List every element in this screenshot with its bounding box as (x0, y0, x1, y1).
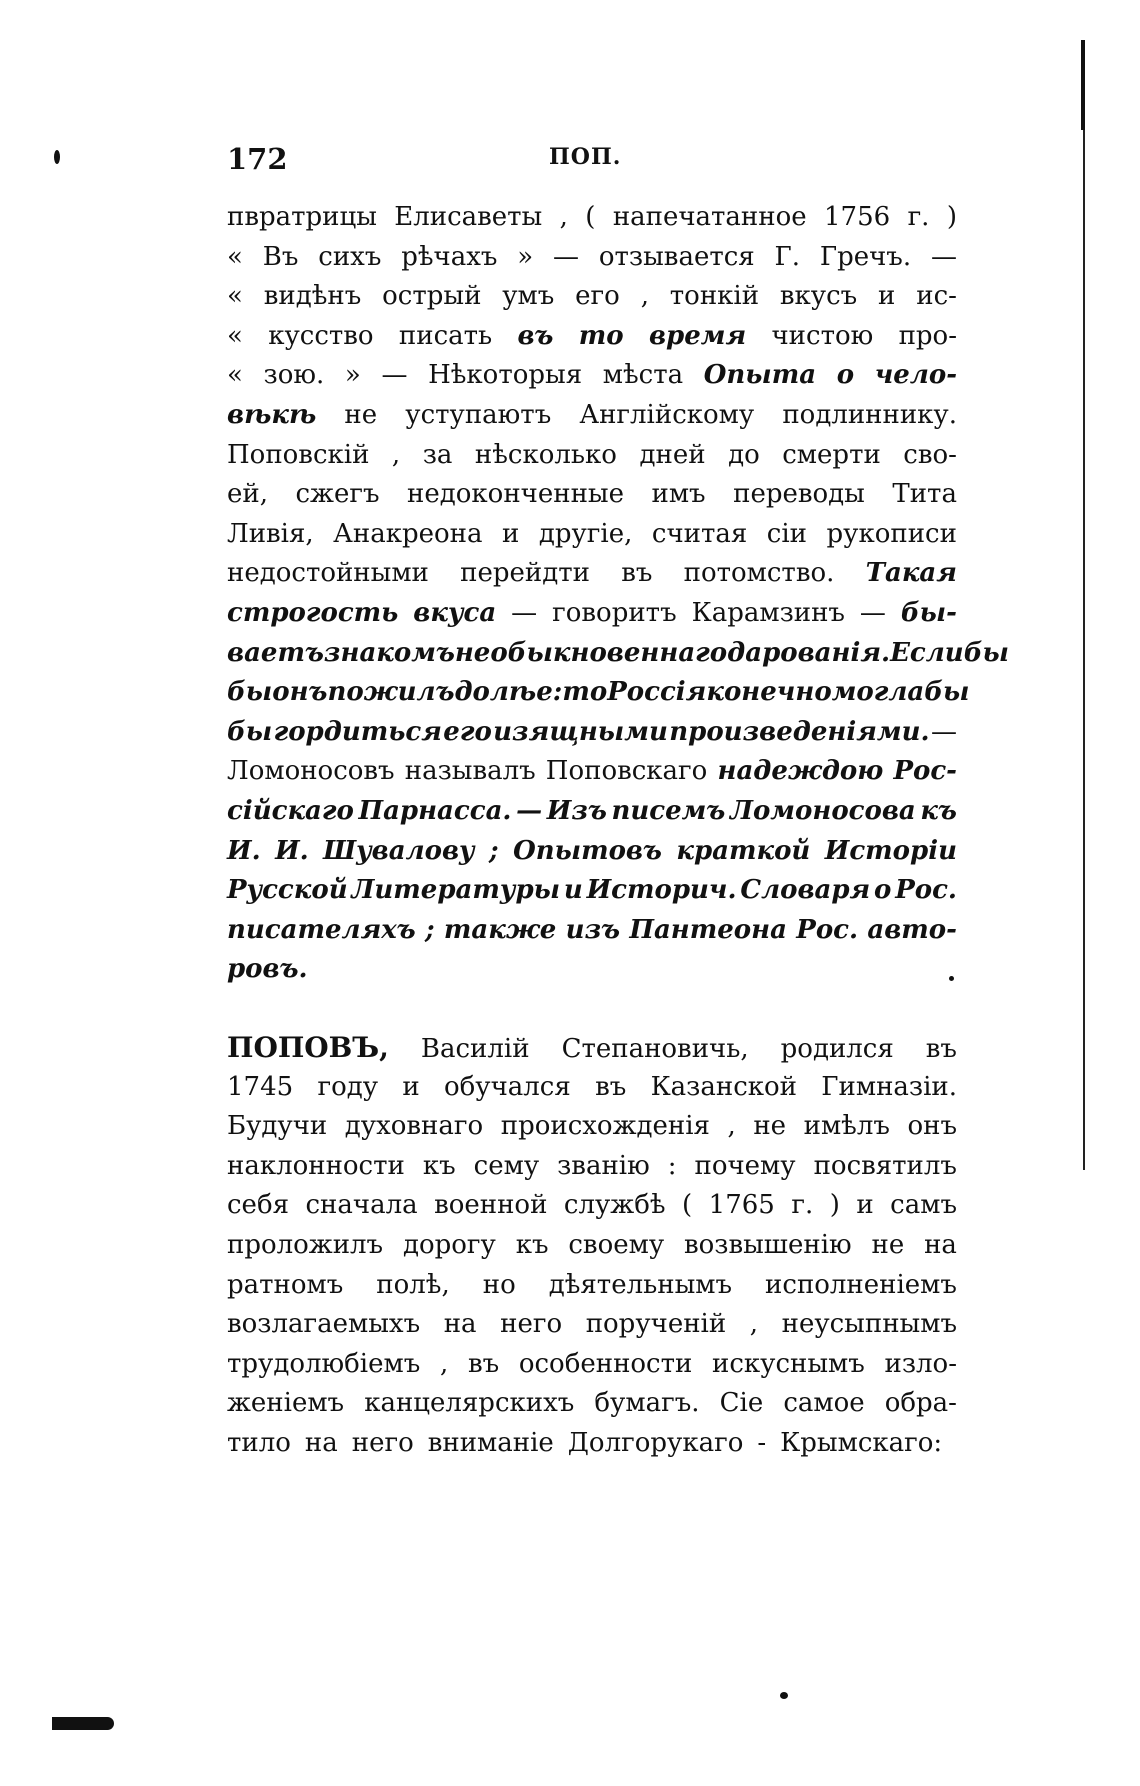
word: : (667, 1150, 677, 1181)
word: званію (557, 1150, 650, 1181)
word: не (871, 1229, 905, 1260)
word: Рос. (796, 914, 859, 945)
word: Гимназіи. (821, 1071, 957, 1102)
text-line (227, 594, 957, 634)
word: — (930, 241, 957, 272)
word: вкусъ (779, 281, 858, 312)
word: бы (227, 716, 273, 747)
word: Сіе (719, 1388, 764, 1419)
word: бумагъ. (594, 1388, 700, 1419)
word: 1756 (824, 202, 891, 232)
word: самое (783, 1388, 865, 1419)
word: чело- (874, 360, 957, 391)
word: и (563, 875, 583, 906)
text-line (227, 317, 957, 357)
word: Словаря (740, 875, 871, 906)
word: гордиться (273, 716, 442, 747)
page-edge-line-thin (1083, 130, 1085, 1170)
scan-speck (780, 1692, 788, 1699)
word: на (924, 1229, 957, 1260)
word: « (227, 241, 243, 272)
word: Тита (892, 479, 957, 510)
word: сихъ (318, 241, 382, 272)
page-edge-line (1081, 40, 1085, 130)
word: уступаютъ (405, 399, 552, 430)
word: , (640, 281, 649, 312)
word: пожилъ (327, 677, 455, 708)
text-line (227, 713, 957, 753)
word: 1765 (708, 1190, 775, 1221)
word: Исторіи (824, 835, 957, 866)
word: и (402, 1071, 420, 1102)
word: Ломоносова (729, 795, 916, 826)
text-line (227, 634, 1009, 674)
word: напечатанное (612, 202, 807, 232)
word: говоритъ (552, 597, 677, 628)
word: происхожденія (500, 1111, 710, 1142)
text-line (227, 277, 957, 317)
text-line (227, 1068, 957, 1108)
word: онъ (272, 677, 328, 708)
word: Англійскому (579, 399, 755, 430)
word: Русской (227, 875, 348, 906)
word: , (749, 1309, 759, 1340)
text-line (227, 515, 957, 555)
page-number: 172 (227, 142, 288, 176)
word: Пантеона (629, 914, 787, 945)
word: Карамзинъ (691, 597, 845, 628)
word: сійскаго (227, 795, 354, 826)
word: Литературы (351, 875, 561, 906)
word: бы (227, 677, 273, 708)
word: дарованія. (727, 637, 891, 668)
text-line (227, 198, 957, 238)
word: Ливія, (227, 518, 314, 549)
word: про- (898, 320, 957, 351)
word: трудолюбіемъ (227, 1348, 421, 1379)
word: него (351, 1427, 414, 1458)
word: ей, (227, 479, 268, 510)
word: И. (227, 835, 261, 866)
word: конечно (706, 677, 832, 708)
word: Степановичь, (561, 1034, 749, 1064)
word: произведеніями. (669, 716, 930, 747)
word: долѣе (454, 677, 553, 708)
word: ПОПОВЪ, (227, 1031, 389, 1064)
word: чистою (771, 320, 874, 351)
word: вѣкѣ (227, 399, 317, 430)
word: считая (651, 518, 748, 549)
word: изящными (493, 716, 668, 747)
word: перейдти (460, 558, 590, 589)
word: не (344, 399, 378, 430)
word: проложилъ (227, 1229, 384, 1260)
word: писателяхъ (227, 914, 416, 945)
word: видѣнъ (263, 281, 362, 312)
word: Г. (774, 241, 801, 272)
word: « (227, 320, 243, 351)
word: отзывается (598, 241, 755, 272)
word: Будучи (227, 1111, 328, 1142)
text-line (227, 1424, 957, 1464)
word: полѣ, (376, 1269, 450, 1300)
running-head: ПОП. (549, 144, 622, 170)
word: г. (907, 202, 930, 232)
word: въ (925, 1034, 957, 1064)
word: умъ (502, 281, 555, 312)
text-line (227, 475, 957, 515)
word: то (562, 677, 608, 708)
word: недостойными (227, 558, 429, 589)
word: о (874, 875, 892, 906)
word: г. (791, 1190, 814, 1221)
word: смерти (782, 439, 881, 470)
word: изъ (565, 914, 621, 945)
word: подлиннику. (782, 399, 957, 430)
word: кусство (268, 320, 374, 351)
word: посвятилъ (813, 1150, 957, 1181)
word: знакомъ (323, 637, 455, 668)
word: службѣ (563, 1190, 666, 1221)
word: Ломоносовъ (227, 756, 395, 787)
scan-speck (54, 150, 60, 164)
word: , (559, 202, 568, 232)
word: родился (780, 1034, 894, 1064)
word: Такая (865, 558, 957, 589)
text-line (227, 396, 957, 436)
word: не (753, 1111, 787, 1142)
word: тило (227, 1427, 291, 1458)
word: и (501, 518, 520, 549)
word: за (422, 439, 453, 470)
word: Историч. (586, 875, 737, 906)
text-line (227, 1028, 957, 1068)
word: потомство. (683, 558, 835, 589)
word: вкуса (413, 597, 497, 628)
word: дорогу (402, 1229, 496, 1260)
word: — (859, 597, 886, 628)
word: Опыта (703, 360, 817, 391)
word: — (516, 795, 543, 826)
word: Парнасса. (358, 795, 512, 826)
word: обучался (444, 1071, 571, 1102)
word: ) (829, 1190, 840, 1221)
paragraph-continuation (227, 198, 1009, 990)
word: острый (382, 281, 482, 312)
word: моглабы (831, 677, 970, 708)
word: ис- (916, 281, 957, 312)
word: Еслибы (890, 637, 1009, 668)
word: « (227, 281, 243, 312)
word: Въ (262, 241, 299, 272)
word: изло- (884, 1348, 957, 1379)
word: « (227, 360, 243, 391)
word: Рос. (895, 875, 957, 906)
word: на (304, 1427, 338, 1458)
word: Поповскаго (545, 756, 708, 787)
text-line (227, 871, 957, 911)
word: женіемъ (227, 1388, 345, 1419)
word: дѣятельнымъ (548, 1269, 733, 1300)
text-line (227, 1186, 957, 1226)
scan-artifact-mark (52, 1717, 114, 1730)
word: имъ (651, 479, 706, 510)
word: - (757, 1427, 767, 1458)
word: сіи (766, 518, 808, 549)
word: но (482, 1269, 516, 1300)
word: и (856, 1190, 874, 1221)
word: къ (422, 1150, 456, 1181)
word: самъ (890, 1190, 957, 1221)
word: Рос- (893, 756, 957, 787)
word: надеждою (717, 756, 884, 787)
word: мѣста (602, 360, 684, 391)
word: то (578, 320, 624, 351)
word: » (344, 360, 361, 391)
word: ) (946, 202, 957, 232)
word: авто- (867, 914, 957, 945)
word: Россія (607, 677, 707, 708)
word: сему (473, 1150, 540, 1181)
word: » (517, 241, 534, 272)
word: военной (434, 1190, 548, 1221)
word: время (648, 320, 747, 351)
word: него (500, 1309, 563, 1340)
word: искуснымъ (712, 1348, 865, 1379)
word: своему (568, 1229, 665, 1260)
word: : (552, 677, 563, 708)
word: ; (424, 914, 435, 945)
word: исполненіемъ (765, 1269, 957, 1300)
word: на (443, 1309, 477, 1340)
word: рукописи (826, 518, 957, 549)
word: къ (920, 795, 957, 826)
word: — (381, 360, 408, 391)
text-line (227, 832, 957, 872)
word: ( (682, 1190, 693, 1221)
word: ратномъ (227, 1269, 344, 1300)
word: себя (227, 1190, 290, 1221)
word: канцелярскихъ (364, 1388, 575, 1419)
text-line (227, 1384, 957, 1424)
text-line (227, 1107, 957, 1147)
word: имѣлъ (803, 1111, 890, 1142)
word: его (575, 281, 620, 312)
word: ( (585, 202, 596, 232)
word: онъ (907, 1111, 957, 1142)
text-line (227, 950, 957, 990)
text-line (227, 1266, 957, 1306)
word: почему (694, 1150, 796, 1181)
word: сжегъ (295, 479, 380, 510)
word: недоконченные (407, 479, 624, 510)
word: зою. (263, 360, 325, 391)
word: другіе, (538, 518, 633, 549)
word: Гречъ. (819, 241, 912, 272)
word: Опытовъ (513, 835, 662, 866)
word: Казанской (650, 1071, 797, 1102)
word: возвышенію (684, 1229, 852, 1260)
word: пвратрицы (227, 202, 377, 232)
word: — (553, 241, 580, 272)
word: возлагаемыхъ (227, 1309, 421, 1340)
text-line (227, 238, 957, 278)
text-line (227, 1345, 957, 1385)
word: вниманіе (427, 1427, 554, 1458)
word: ваетъ (227, 637, 324, 668)
word: необыкновеннаго (454, 637, 728, 668)
text-line (227, 1147, 957, 1187)
word: — (511, 597, 538, 628)
text-line (227, 1226, 957, 1266)
word: до (728, 439, 760, 470)
word: въ (621, 558, 653, 589)
page-header (227, 142, 957, 182)
paragraph-popov-entry (227, 1028, 957, 1464)
word: въ (517, 320, 554, 351)
word: Елисаветы (394, 202, 543, 232)
text-line (227, 673, 970, 713)
word: рѣчахъ (401, 241, 498, 272)
word: духовнаго (344, 1111, 484, 1142)
word: — (930, 716, 957, 747)
word: Василій (420, 1034, 530, 1064)
word: неусыпнымъ (781, 1309, 957, 1340)
word: сначала (305, 1190, 418, 1221)
text-line (227, 436, 957, 476)
word: къ (515, 1229, 549, 1260)
word: 1745 (227, 1071, 294, 1102)
text-line (227, 1305, 957, 1345)
word: бы- (900, 597, 957, 628)
word: И. (275, 835, 309, 866)
word: , (439, 1348, 449, 1379)
word: Анакреона (333, 518, 483, 549)
word: , (727, 1111, 736, 1142)
word: въ (467, 1348, 500, 1379)
word: обра- (884, 1388, 957, 1419)
word: Шувалову (323, 835, 475, 866)
word: ; (489, 835, 499, 866)
word: переводы (733, 479, 865, 510)
word: порученій (585, 1309, 727, 1340)
word: о (836, 360, 855, 391)
word: и (878, 281, 896, 312)
text-line (227, 911, 957, 951)
word: сво- (903, 439, 957, 470)
text-line (227, 356, 957, 396)
word: году (317, 1071, 379, 1102)
word: писать (398, 320, 493, 351)
word: нѣсколько (474, 439, 617, 470)
word: тонкій (669, 281, 760, 312)
word: дней (639, 439, 706, 470)
word: также (443, 914, 557, 945)
word: называлъ (404, 756, 536, 787)
word: писемъ (611, 795, 726, 826)
word: его (443, 716, 492, 747)
word: Изъ (546, 795, 607, 826)
word: Нѣкоторыя (428, 360, 583, 391)
word: въ (595, 1071, 627, 1102)
word: , (391, 439, 401, 470)
text-line (227, 752, 957, 792)
word: Долгорукаго (567, 1427, 744, 1458)
word: Крымскаго: (780, 1427, 943, 1458)
word: строгость (227, 597, 399, 628)
text-line (227, 792, 957, 832)
word: краткой (676, 835, 811, 866)
word: Поповскій (227, 439, 370, 470)
word: наклонности (227, 1150, 405, 1181)
word: ровъ. (227, 954, 308, 985)
text-line (227, 554, 957, 594)
word: особенности (518, 1348, 693, 1379)
